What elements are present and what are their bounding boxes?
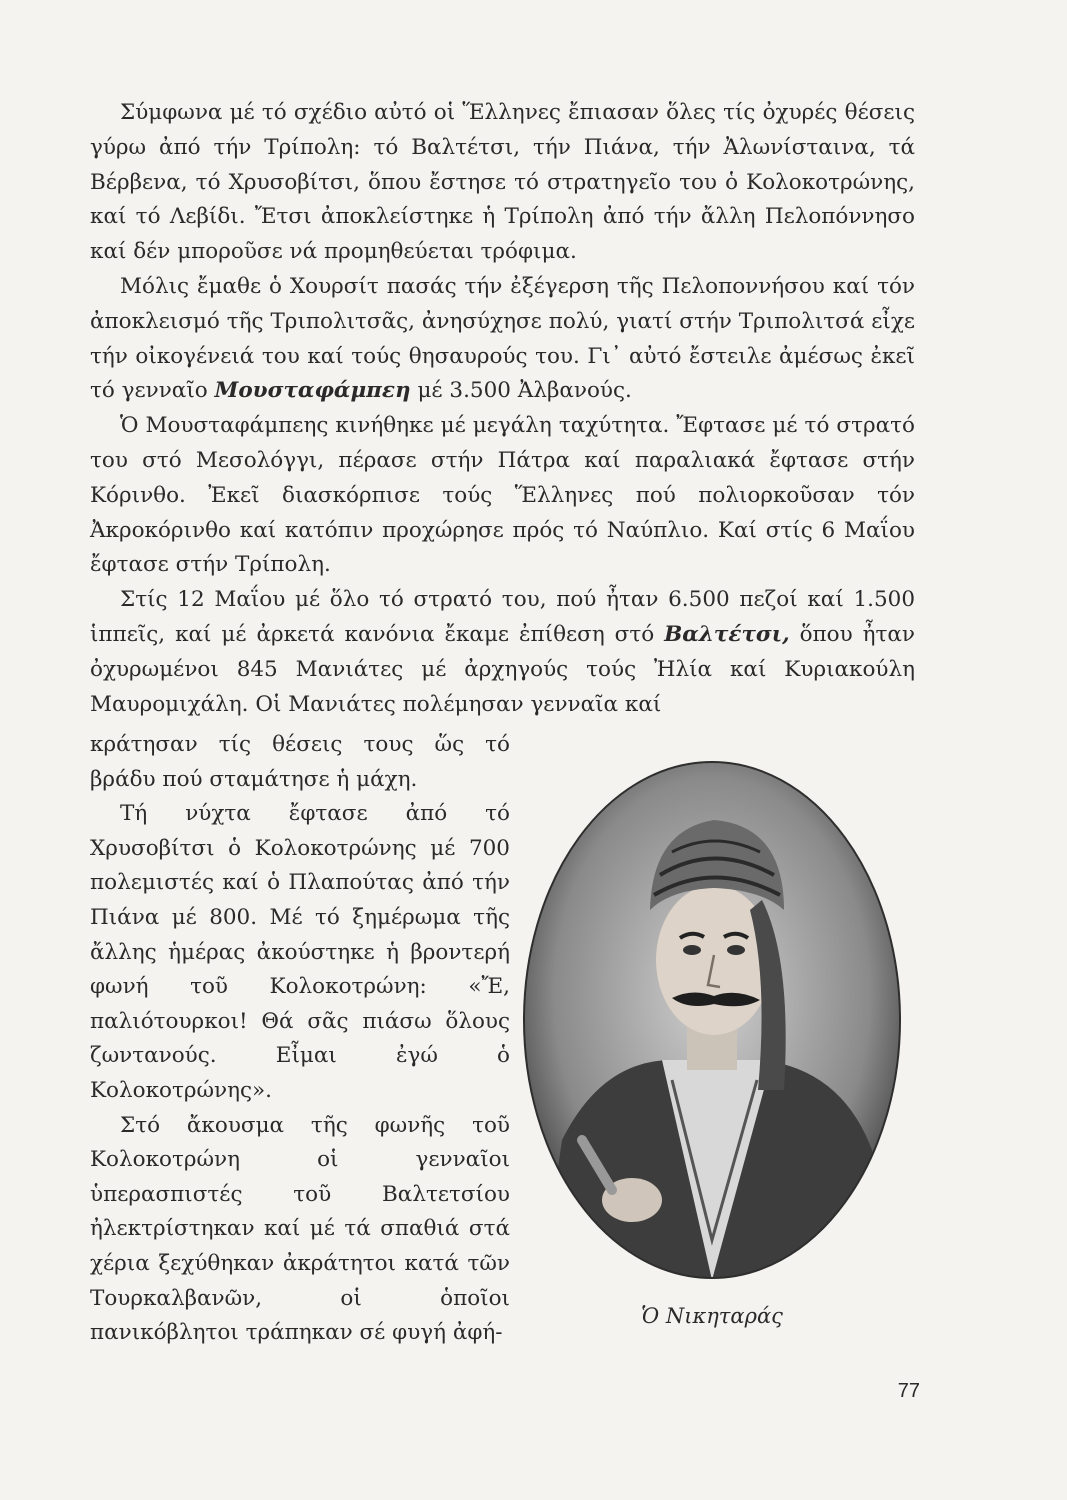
emphasis-valtetsi: Βαλτέτσι, xyxy=(664,621,790,647)
text-column xyxy=(90,728,510,1351)
paragraph-2-text-end: μέ 3.500 Ἀλβανούς. xyxy=(410,378,632,404)
portrait-caption: Ὁ Νικηταράς xyxy=(641,1304,783,1328)
page-number: 77 xyxy=(897,1380,920,1402)
text-full-width xyxy=(90,96,915,722)
paragraph-2 xyxy=(90,270,915,409)
paragraph-4 xyxy=(90,583,915,722)
paragraph-1: Σύμφωνα μέ τό σχέδιο αὐτό οἱ Ἕλληνες ἔπιασαν ὅλες τίς ὀχυρές θέσεις γύρω ἀπό τήν Τρίπολη: τό Βαλτέτσι, τήν Πιάνα, τήν Ἀλωνίσταινα, τά Βέρβενα, τό Χρυσοβίτσι, ὅπου ἔστησε τό στρατηγεῖο του ὁ Κολοκοτρώνης, καί τό Λεβίδι. Ἔτσι ἀποκλείστηκε ἡ Τρίπολη ἀπό τήν ἄλλη Πελοπόννησο καί δέν μποροῦσε νά προμηθεύεται τρόφιμα. xyxy=(90,100,915,265)
paragraph-4-text-end: ὅπου ἦταν ὀχυρωμένοι 845 Μανιάτες μέ ἀρχηγούς τούς Ἠλία καί Κυριακούλη Μαυρομιχάλη. Οἱ Μανιάτες πολέμησαν γενναῖα καί xyxy=(90,621,915,717)
paragraph-4-text: Στίς 12 Μαΐου μέ ὅλο τό στρατό του, πού ἦταν 6.500 πεζοί καί 1.500 ἱππεῖς, καί μέ ἀρκετά κανόνια ἔκαμε ἐπίθεση στό xyxy=(90,587,915,647)
paragraph-6: Στό ἄκουσμα τῆς φωνῆς τοῦ Κολοκοτρώνη οἱ γενναῖοι ὑπερασπιστές τοῦ Βαλτετσίου ἠλεκτρίστηκαν καί μέ τά σπαθιά στά χέρια ξεχύθηκαν ἀκράτητοι κατά τῶν Τουρκαλβανῶν, οἱ ὁποῖοι πανικόβλητοι τράπηκαν σέ φυγή ἀφή- xyxy=(90,1112,510,1346)
paragraph-2-text: Μόλις ἔμαθε ὁ Χουρσίτ πασάς τήν ἐξέγερση τῆς Πελοποννήσου καί τόν ἀποκλεισμό τῆς Τριπολιτσᾶς, ἀνησύχησε πολύ, γιατί στήν Τριπολιτσά εἶχε τήν οἰκογένειά του καί τούς θησαυρούς του. Γι᾽ αὐτό ἔστειλε ἀμέσως ἐκεῖ τό γενναῖο xyxy=(90,273,915,404)
paragraph-3: Ὁ Μουσταφάμπεης κινήθηκε μέ μεγάλη ταχύτητα. Ἔφτασε μέ τό στρατό του στό Μεσολόγγι, πέρασε στήν Πάτρα καί παραλιακά ἔφτασε στήν Κόρινθο. Ἐκεῖ διασκόρπισε τούς Ἕλληνες πού πολιορκοῦσαν τόν Ἀκροκόρινθο καί κατόπιν προχώρησε πρός τό Ναύπλιο. Καί στίς 6 Μαΐου ἔφτασε στήν Τρίπολη. xyxy=(90,413,915,578)
emphasis-moustafampeis: Μουσταφάμπεη xyxy=(214,378,411,404)
paragraph-5: Τή νύχτα ἔφτασε ἀπό τό Χρυσοβίτσι ὁ Κολοκοτρώνης μέ 700 πολεμιστές καί ὁ Πλαπούτας ἀπό τήν Πιάνα μέ 800. Μέ τό ξημέρωμα τῆς ἄλλης ἡμέρας ἀκούστηκε ἡ βροντερή φωνή τοῦ Κολοκοτρώνη: «Ἔ, παλιότουρκοι! Θά σᾶς πιάσω ὅλους ζωντανούς. Εἶμαι ἐγώ ὁ Κολοκοτρώνης». xyxy=(90,801,510,1103)
paragraph-4-continued: κράτησαν τίς θέσεις τους ὥς τό βράδυ πού σταμάτησε ἡ μάχη. xyxy=(90,732,510,792)
portrait-nikitaras xyxy=(522,760,902,1280)
